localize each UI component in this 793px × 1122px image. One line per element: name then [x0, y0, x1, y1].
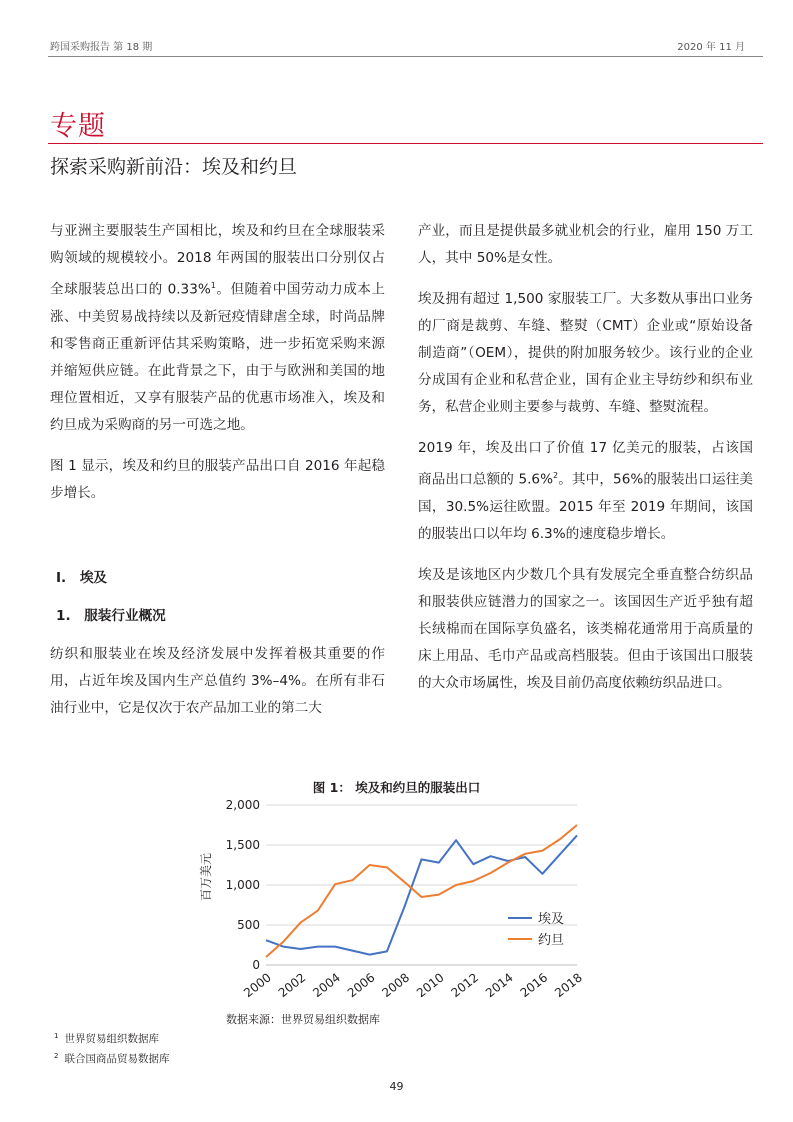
paragraph: 纺织和服装业在埃及经济发展中发挥着极其重要的作用，占近年埃及国内生产总值约 3%–4%。在所有非石油行业中，它是仅次于农产品加工业的第二大 [50, 645, 385, 716]
footnote-number: 2 [54, 1051, 59, 1060]
paragraph-text: 。其中，56%的服装出口运往美国，30.5%运往欧盟。2015 年至 2019 年期间，该国的服装出口以年均 6.3%的速度稳步增长。 [418, 471, 753, 542]
y-tick-label: 1,500 [225, 838, 260, 852]
running-header-date: 2020 年 11 月 [677, 42, 745, 53]
x-tick-label: 2008 [379, 970, 413, 1001]
apparel-exports-line-chart [190, 795, 600, 1015]
section-title: 专题 [50, 111, 106, 142]
y-tick-label: 1,000 [225, 878, 260, 892]
paragraph-text: 。但随着中国劳动力成本上涨、中美贸易战持续以及新冠疫情肆虐全球，时尚品牌和零售商正重新评估其采购策略，进一步拓宽采购来源并缩短供应链。在此背景之下，由于与欧洲和美国的地理位置相近，又享有服装产品的优惠市场准入，埃及和约旦成为采购商的另一可选之地。 [50, 281, 385, 433]
paragraph: 图 1 显示，埃及和约旦的服装产品出口自 2016 年起稳步增长。 [50, 457, 385, 501]
x-tick-label: 2012 [448, 970, 482, 1001]
right-column [418, 218, 753, 711]
figure-title: 图 1： 埃及和约旦的服装出口 [312, 780, 481, 795]
figure-source: 数据来源：世界贸易组织数据库 [226, 1013, 380, 1026]
x-tick-label: 2000 [241, 970, 274, 1001]
paragraph: 埃及是该地区内少数几个具有发展完全垂直整合纺织品和服装供应链潜力的国家之一。该国因生产近乎独有超长绒棉而在国际享负盛名，该类棉花通常用于高质量的床上用品、毛巾产品或高档服装。但由于该国出口服装的大众市场属性，埃及目前仍高度依赖纺织品进口。 [418, 566, 753, 691]
paragraph: 埃及拥有超过 1,500 家服装工厂。大多数从事出口业务的厂商是裁剪、车缝、整熨（CMT）企业或“原始设备制造商”（OEM），提供的附加服务较少。该行业的企业分成国有企业和私营企业，国有企业主导纺纱和织布业务，私营企业则主要参与裁剪、车缝、整熨流程。 [418, 291, 753, 415]
section-divider [48, 143, 763, 144]
footnote-ref[interactable]: 1 [210, 281, 216, 290]
y-axis-ticks [226, 798, 260, 972]
legend-label: 约旦 [538, 933, 565, 948]
legend-label: 埃及 [538, 912, 565, 927]
chart-grid [266, 805, 577, 965]
x-axis-ticks [241, 970, 585, 1000]
x-tick-label: 2014 [483, 970, 516, 1001]
heading-industry-overview: 1. 服装行业概况 [56, 607, 166, 624]
paragraph-text: 与亚洲主要服装生产国相比，埃及和约旦在全球服装采购领域的规模较小。2018 年两国的服装出口分别仅占全球服装总出口的 0.33% [50, 223, 385, 298]
footnote-text: 联合国商品贸易数据库 [64, 1053, 170, 1065]
y-tick-label: 2,000 [225, 798, 260, 812]
x-tick-label: 2016 [517, 970, 551, 1001]
footnote-1 [54, 1031, 159, 1046]
x-tick-label: 2010 [413, 970, 447, 1001]
chart-legend [508, 912, 564, 948]
y-tick-label: 0 [252, 958, 260, 972]
left-column [50, 218, 385, 736]
footnote-text: 世界贸易组织数据库 [64, 1033, 159, 1045]
x-tick-label: 2004 [310, 970, 343, 1001]
paragraph [418, 435, 753, 548]
paragraph-text: 2019 年，埃及出口了价值 17 亿美元的服装，占该国商品出口总额的 5.6% [418, 440, 753, 488]
article-subtitle: 探索采购新前沿：埃及和约旦 [50, 156, 298, 178]
paragraph [50, 218, 385, 439]
heading-egypt: I. 埃及 [56, 569, 108, 586]
header-divider [48, 56, 763, 57]
footnote-number: 1 [54, 1031, 59, 1040]
running-header-title: 跨国采购报告 第 18 期 [50, 42, 153, 53]
footnote-ref[interactable]: 2 [552, 471, 559, 480]
y-tick-label: 500 [237, 918, 260, 932]
footnote-2 [54, 1051, 169, 1066]
x-tick-label: 2006 [344, 970, 378, 1001]
paragraph: 产业，而且是提供最多就业机会的行业，雇用 150 万工人，其中 50%是女性。 [418, 223, 753, 266]
y-axis-label: 百万美元 [199, 852, 213, 902]
x-tick-label: 2002 [275, 970, 309, 1001]
x-tick-label: 2018 [552, 970, 585, 1001]
page-number: 49 [389, 1080, 404, 1093]
